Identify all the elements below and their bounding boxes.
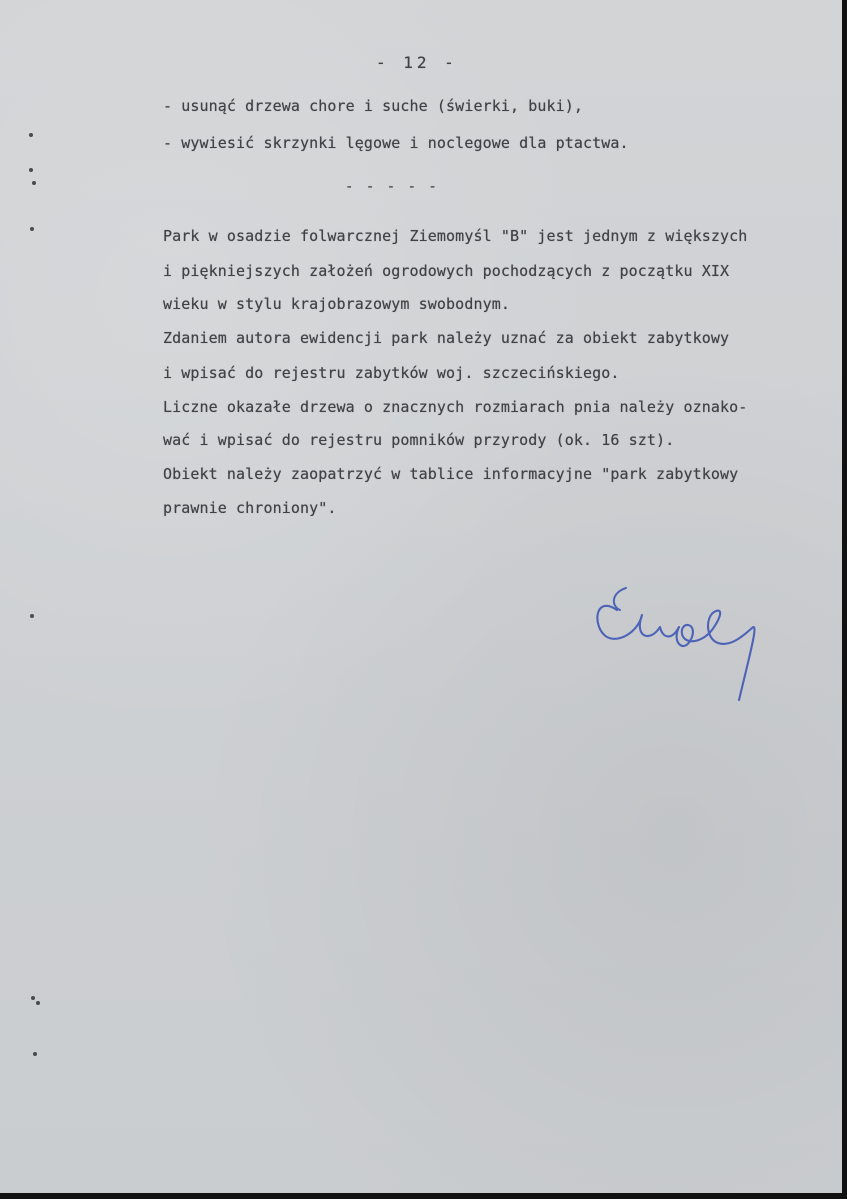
page-number: - 12 - xyxy=(376,53,458,72)
margin-dot xyxy=(30,614,34,618)
section-separator: - - - - - xyxy=(345,179,439,195)
paragraph-line-1: Park w osadzie folwarcznej Ziemomyśl "B" jest jednym z większych xyxy=(163,227,748,245)
paragraph-line-4: Zdaniem autora ewidencji park należy uznać za obiekt zabytkowy xyxy=(163,329,730,347)
margin-dot xyxy=(30,227,34,231)
paragraph-line-5: i wpisać do rejestru zabytków woj. szczecińskiego. xyxy=(163,364,620,382)
paragraph-line-3: wieku w stylu krajobrazowym swobodnym. xyxy=(163,295,510,313)
bullet-line-2: - wywiesić skrzynki lęgowe i noclegowe dla ptactwa. xyxy=(163,134,629,152)
paragraph-line-7: wać i wpisać do rejestru pomników przyrody (ok. 16 szt). xyxy=(163,431,675,449)
margin-dot xyxy=(32,181,36,185)
paragraph-line-9: prawnie chroniony". xyxy=(163,499,337,517)
margin-dot xyxy=(29,133,33,137)
margin-dot xyxy=(31,996,35,1000)
bullet-line-1: - usunąć drzewa chore i suche (świerki, buki), xyxy=(163,97,584,115)
margin-dot xyxy=(36,1001,40,1005)
handwritten-signature xyxy=(582,576,772,716)
margin-dot xyxy=(29,168,33,172)
paragraph-line-6: Liczne okazałe drzewa o znacznych rozmiarach pnia należy oznako- xyxy=(163,398,748,416)
margin-dot xyxy=(33,1052,37,1056)
paragraph-line-8: Obiekt należy zaopatrzyć w tablice informacyjne "park zabytkowy xyxy=(163,465,739,483)
paragraph-line-2: i piękniejszych założeń ogrodowych pochodzących z początku XIX xyxy=(163,262,730,280)
